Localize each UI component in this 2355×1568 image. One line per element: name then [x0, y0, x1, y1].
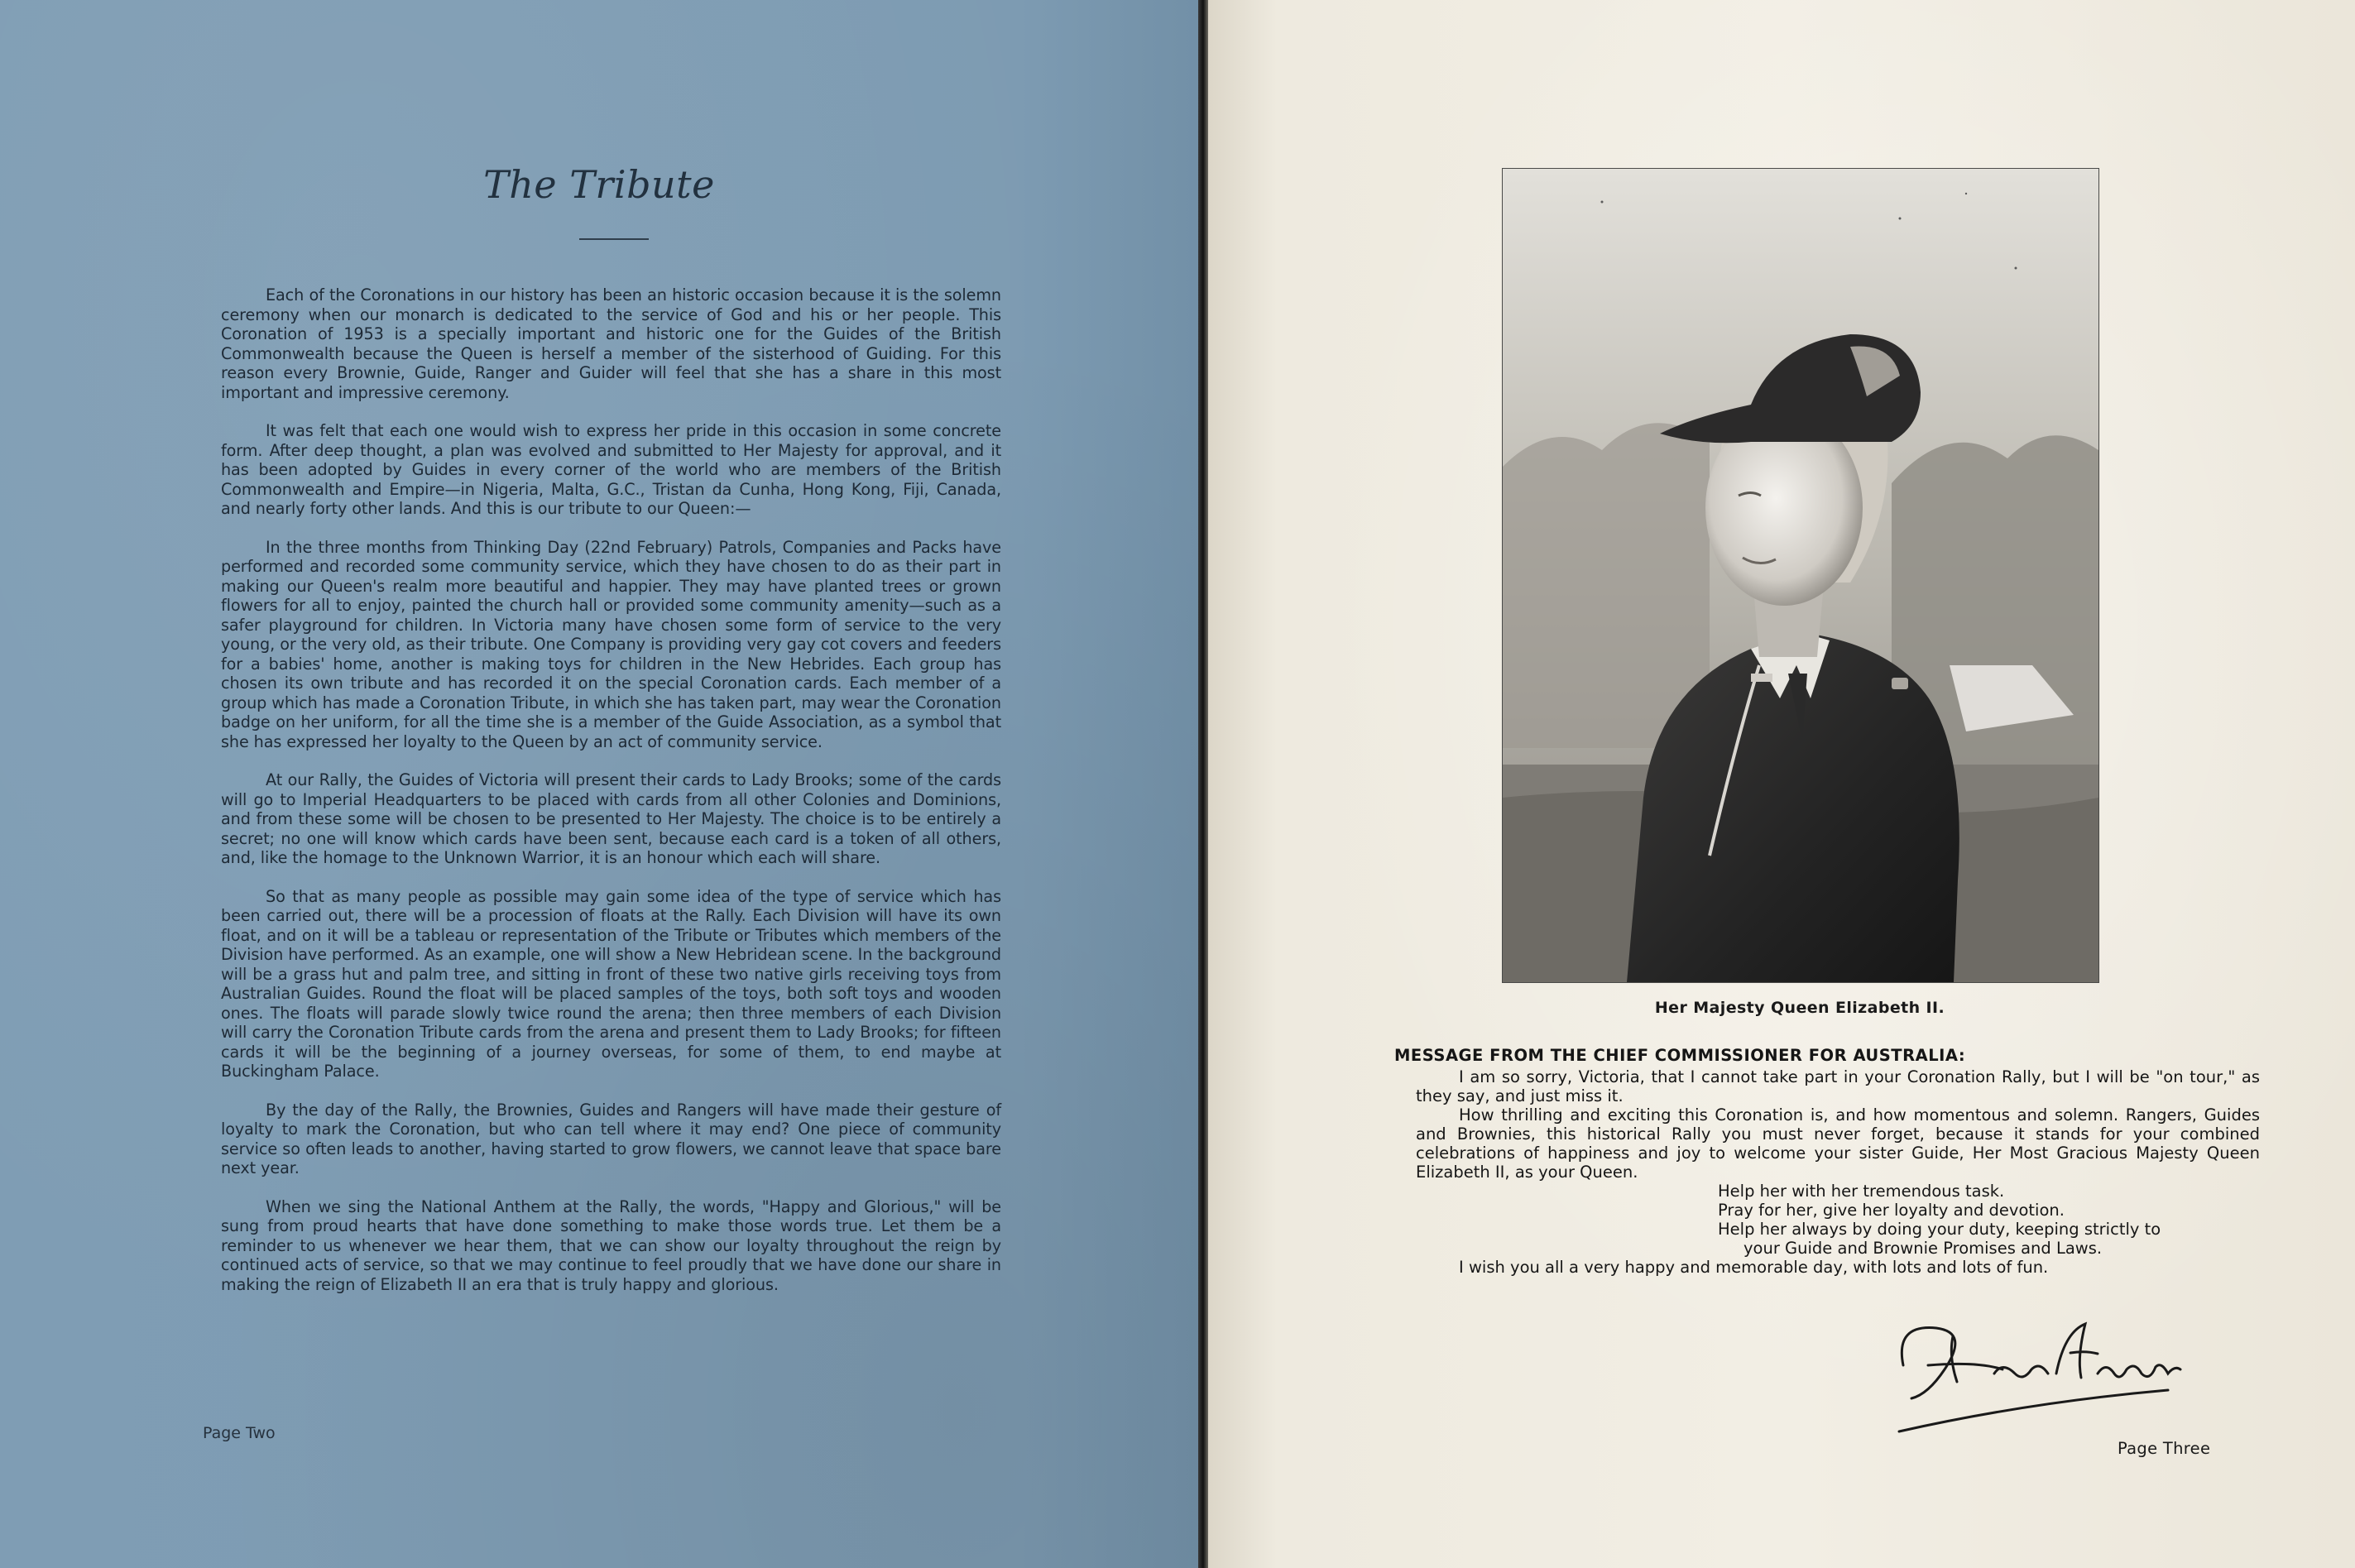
article-paragraph-4: At our Rally, the Guides of Victoria will present their cards to Lady Brooks; some of the cards will go to Imperial Headquarters to be placed with cards from all other Colonies and Dominions, and from these some will be chosen to be presented to Her Majesty. The choice is to be entirely a secret; no one will know which cards have been sent, because each card is a token of all others, and, like the homage to the Unknown Warrior, it is an honour which each will share. [221, 770, 1001, 867]
prayer-line-1: Help her with her tremendous task. [1718, 1182, 2005, 1201]
signature-drawing [1878, 1291, 2193, 1440]
title-divider [579, 238, 649, 240]
prayer-line-3: Help her always by doing your duty, keeping strictly to [1718, 1220, 2161, 1239]
page-number-left: Page Two [203, 1424, 276, 1442]
photo-caption: Her Majesty Queen Elizabeth II. [1654, 999, 1945, 1017]
prayer-line-2: Pray for her, give her loyalty and devotion. [1718, 1201, 2065, 1220]
article-paragraph-6: By the day of the Rally, the Brownies, Guides and Rangers will have made their gesture of loyalty to mark the Coronation, but who can tell where it may end? One piece of community service so often leads to another, having started to grow flowers, we cannot leave that space bare next year. [221, 1100, 1001, 1177]
prayer-line-4: your Guide and Brownie Promises and Laws. [1743, 1239, 2103, 1258]
message-closing: I wish you all a very happy and memorable day, with lots and lots of fun. [1459, 1258, 2049, 1277]
commissioner-message [1416, 1067, 2260, 1277]
message-heading: MESSAGE FROM THE CHIEF COMMISSIONER FOR AUSTRALIA: [1394, 1046, 1966, 1065]
signature [1878, 1291, 2193, 1440]
tribute-article [221, 285, 1001, 1313]
book-gutter [1198, 0, 1208, 1568]
article-paragraph-7: When we sing the National Anthem at the Rally, the words, "Happy and Glorious," will be sung from proud hearts that have done something to make those words true. Let them be a reminder to us whenever we hear them, that we can show our loyalty throughout the reign by continued acts of service, so that we may continue to feel proudly that we have done our share in making the reign of Elizabeth II an era that is truly happy and glorious. [221, 1196, 1001, 1294]
article-paragraph-1: Each of the Coronations in our history has been an historic occasion because it is the solemn ceremony when our monarch is dedicated to the service of God and his or her people. This Coronation of 1953 is a specially important and historic one for the Guides of the British Commonwealth because the Queen is herself a member of the sisterhood of Guiding. For this reason every Brownie, Guide, Ranger and Guider will feel that she has a share in this most important and impressive ceremony. [221, 285, 1001, 402]
page-title: The Tribute [483, 162, 715, 207]
right-page [1208, 0, 2355, 1568]
article-paragraph-2: It was felt that each one would wish to express her pride in this occasion in some concrete form. After deep thought, a plan was evolved and submitted to Her Majesty for approval, and it has been adopted by Guides in every corner of the world who are members of the British Commonwealth and Empire—in Nigeria, Malta, G.C., Tristan da Cunha, Hong Kong, Fiji, Canada, and nearly forty other lands. And this is our tribute to our Queen:— [221, 421, 1001, 518]
message-paragraph-2: How thrilling and exciting this Coronation is, and how momentous and solemn. Rangers, Guides and Brownies, this historical Rally you must never forget, because it stands for your combined celebrations of happiness and joy to welcome your sister Guide, Her Most Gracious Majesty Queen Elizabeth II, as your Queen. [1416, 1105, 2260, 1182]
message-paragraph-1: I am so sorry, Victoria, that I cannot take part in your Coronation Rally, but I will be "on tour," as they say, and just miss it. [1416, 1067, 2260, 1105]
article-paragraph-5: So that as many people as possible may gain some idea of the type of service which has been carried out, there will be a procession of floats at the Rally. Each Division will have its own float, and on it will be a tableau or representation of the Tribute or Tributes which members of the Division have performed. As an example, one will show a New Hebridean scene. In the background will be a grass hut and palm tree, and sitting in front of these two native girls receiving toys from Australian Guides. Round the float will be placed samples of the toys, both soft toys and wooden ones. The floats will parade slowly twice round the arena; then three members of each Division will carry the Coronation Tribute cards from the arena and present them to Lady Brooks; for fifteen cards it will be the beginning of a journey overseas, for some of them, to end maybe at Buckingham Palace. [221, 886, 1001, 1081]
portrait-illustration [1503, 169, 2098, 982]
page-number-right: Page Three [2118, 1439, 2211, 1458]
portrait-photo [1502, 168, 2099, 983]
article-paragraph-3: In the three months from Thinking Day (22nd February) Patrols, Companies and Packs have performed and recorded some community service, which they have chosen to do as their part in making our Queen's realm more beautiful and happier. They may have planted trees or grown flowers for all to enjoy, painted the church hall or provided some community amenity—such as a safer playground for children. In Victoria many have chosen some form of service to the very young, or the very old, as their tribute. One Company is providing very gay cot covers and feeders for a babies' home, another is making toys for children in the New Hebrides. Each group has chosen its own tribute and has recorded it on the special Coronation cards. Each member of a group which has made a Coronation Tribute, in which she has taken part, may wear the Coronation badge on her uniform, for all the time she is a member of the Guide Association, as a symbol that she has expressed her loyalty to the Queen by an act of community service. [221, 537, 1001, 751]
